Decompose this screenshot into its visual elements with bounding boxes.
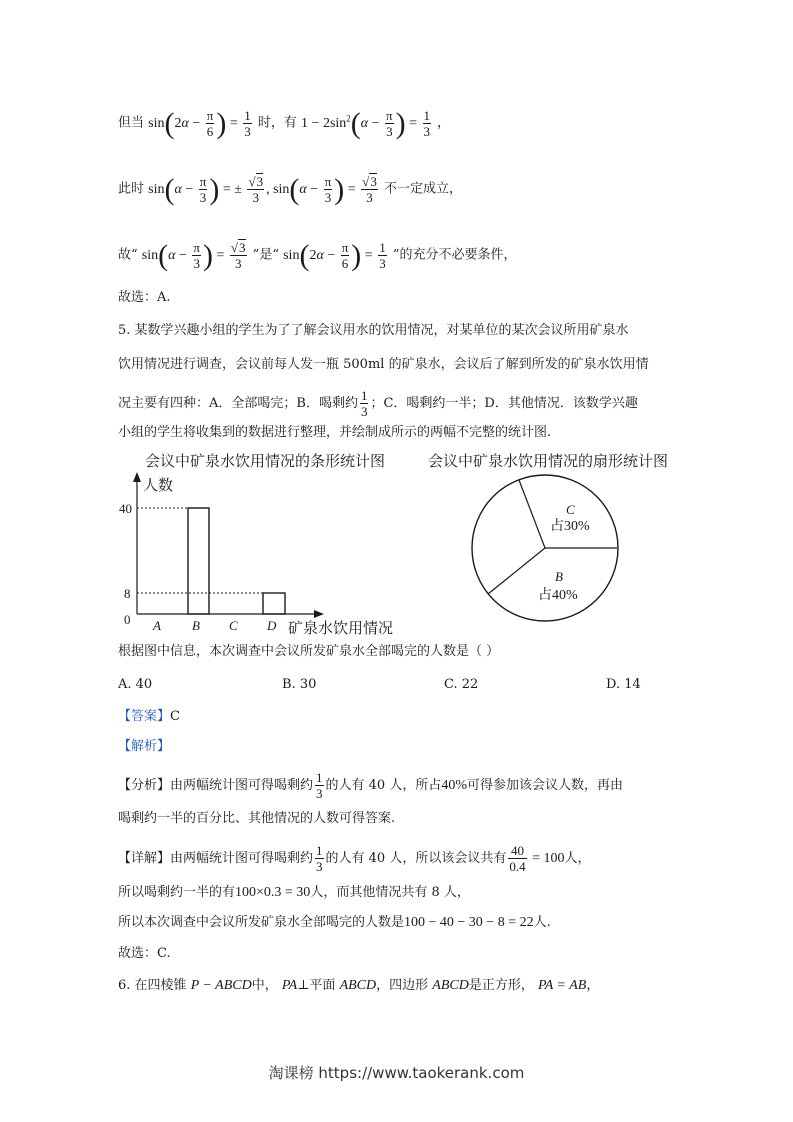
math-cond-2: sin(2α − $\frac{\pi}{6}$ ) = $\frac{1}{3}$ <box>283 238 386 272</box>
cat-d: D <box>267 618 277 633</box>
option-d: D. 14 <box>606 677 641 692</box>
math-sin-values: sin(α − $\frac{\pi}{3}$ ) = ± $\frac{√3}{3}$ , sin(α − $\frac{\pi}{3}$ ) = $\frac{√3}{3}$ <box>148 172 377 206</box>
pie-label-b: B <box>555 569 563 584</box>
math-total: $\frac{40}{0.4}$ = 100 <box>509 843 565 875</box>
y-axis-arrow <box>133 472 141 482</box>
q5-question: 根据图中信息，本次调查中会议所发矿泉水全部喝完的人数是（ ） <box>118 644 500 659</box>
bar-b <box>188 508 209 614</box>
prev-answer: 故选：A. <box>118 290 171 305</box>
line-3: 故“ sin(α − $\frac{\pi}{3}$ ) = $\frac{√3}{3}$ ”是“ sin(2α − $\frac{\pi}{6}$ ) = $\frac{1}{3}$ ”的充分不必要条件， <box>118 238 517 272</box>
math-cond-1: sin(α − $\frac{\pi}{3}$ ) = $\frac{√3}{3}$ <box>141 238 246 272</box>
xiangjie-line-2: 所以喝剩约一半的有100×0.3 = 30人，而其他情况共有 8 人， <box>118 885 470 900</box>
xiangjie-line-3: 所以本次调查中会议所发矿泉水全部喝完的人数是100 − 40 − 30 − 8 = 22人. <box>118 915 551 930</box>
q5-line-3: 况主要有四种：A．全部喝完；B．喝剩约 $\frac{1}{3}$ ；C．喝剩约一半；D．其他情况．该数学兴趣 <box>118 388 638 419</box>
pie-pct-c: 占30% <box>550 519 590 534</box>
math-sin-2alpha: sin(2α − $\frac{\pi}{6}$ ) = $\frac{1}{3}$ <box>148 106 251 140</box>
ytick-0: 0 <box>124 612 131 627</box>
answer-value: C <box>170 709 180 724</box>
bar-d <box>263 593 285 614</box>
cat-a: A <box>153 618 161 633</box>
ytick-8: 8 <box>124 586 131 601</box>
cat-c: C <box>229 618 238 633</box>
xiangjie-line-1: 【详解】由两幅统计图可得喝剩约 $\frac{1}{3}$ 的人有 40 人，所以该会议共有 $\frac{40}{0.4}$ = 100人， <box>118 843 591 875</box>
bar-chart <box>119 472 393 637</box>
q5-line-1: 5. 某数学兴趣小组的学生为了了解会议用水的饮用情况，对某单位的某次会议所用矿泉水 <box>118 323 629 338</box>
answer-line <box>118 708 180 726</box>
frac-one-third-2: $\frac{1}{3}$ <box>316 770 323 801</box>
q5-line-2: 饮用情况进行调查，会议前每人发一瓶 500ml 的矿泉水，会议后了解到所发的矿泉水饮用情 <box>118 357 649 372</box>
q5-line-4: 小组的学生将收集到的数据进行整理，并绘制成所示的两幅不完整的统计图. <box>118 425 552 440</box>
q6-line-1: 6. 在四棱锥 P − ABCD中， PA⊥平面 ABCD，四边形 ABCD是正方形， PA = AB， <box>118 978 600 993</box>
figure-charts <box>0 448 793 648</box>
xiangjie-tag: 【详解】 <box>118 851 171 866</box>
option-a: A. 40 <box>118 677 153 692</box>
analysis-tag: 【解析】 <box>118 739 171 754</box>
fenxi-tag: 【分析】 <box>118 778 171 793</box>
line-1: 但当 sin(2α − $\frac{\pi}{6}$ ) = $\frac{1}{3}$ 时，有 $1 - 2\sin^2(\alpha$ − $\frac{\pi}{3}$ ) = $\frac{1}{3}$ ， <box>118 106 451 140</box>
analysis-line <box>118 738 170 756</box>
y-axis-label: 人数 <box>143 478 174 494</box>
frac-one-third-3: $\frac{1}{3}$ <box>316 843 323 874</box>
answer-tag: 【答案】 <box>118 709 171 724</box>
footer-watermark: 淘课榜 https://www.taokerank.com <box>268 1064 525 1082</box>
frac-one-third: $\frac{1}{3}$ <box>360 388 368 419</box>
pie-chart-title: 会议中矿泉水饮用情况的扇形统计图 <box>428 454 669 470</box>
fenxi-line-1: 【分析】由两幅统计图可得喝剩约 $\frac{1}{3}$ 的人有 40 人，所占40%可得参加该会议人数，再由 <box>118 770 624 801</box>
xiangjie-choose: 故选：C. <box>118 946 171 961</box>
option-b: B. 30 <box>282 677 317 692</box>
math-identity: $1 - 2\sin^2(\alpha$ − $\frac{\pi}{3}$ ) = $\frac{1}{3}$ <box>301 106 431 140</box>
x-axis-label: 矿泉水饮用情况 <box>288 621 394 637</box>
pie-radius-3 <box>488 548 545 594</box>
pie-pct-b: 占40% <box>538 588 578 603</box>
pie-chart <box>472 475 618 621</box>
line-2: 此时 sin(α − $\frac{\pi}{3}$ ) = ± $\frac{√3}{3}$ , sin(α − $\frac{\pi}{3}$ ) = $\frac{√3}{3}$ 不一定成立， <box>118 172 462 206</box>
ytick-40: 40 <box>119 501 132 516</box>
pie-radius-1 <box>519 480 545 548</box>
bar-chart-title: 会议中矿泉水饮用情况的条形统计图 <box>145 454 386 470</box>
option-c: C. 22 <box>444 677 479 692</box>
x-axis-arrow <box>314 610 324 618</box>
fenxi-line-2: 喝剩约一半的百分比、其他情况的人数可得答案. <box>118 811 396 826</box>
cat-b: B <box>192 618 200 633</box>
pie-label-c: C <box>566 502 575 517</box>
